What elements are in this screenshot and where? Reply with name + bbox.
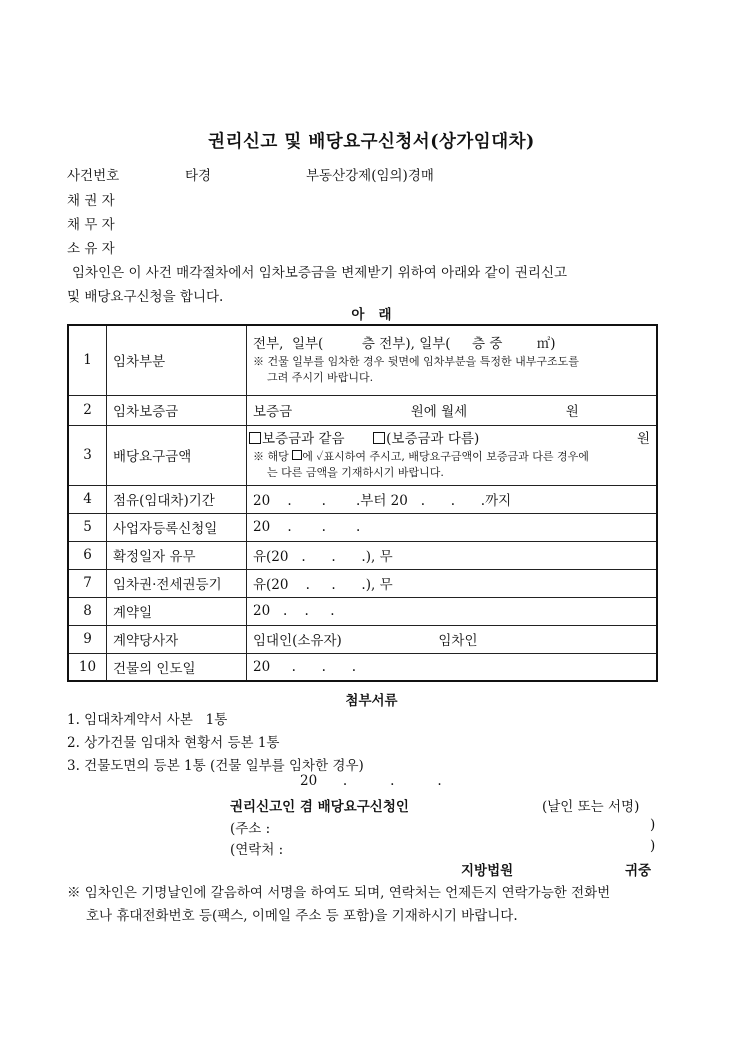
creditor-label: 채 권 자	[67, 193, 115, 209]
row-label: 임차권·전세권등기	[107, 569, 247, 597]
details-table	[67, 324, 658, 682]
row-label: 임차부분	[107, 325, 247, 395]
attachment-item: 2. 상가건물 임대차 현황서 등본 1통	[67, 735, 280, 751]
case-court-prefix: 타경	[185, 168, 212, 184]
fixed-date-value[interactable]: 유(20 . . .), 무	[247, 541, 658, 569]
row-number: 9	[68, 625, 107, 653]
table-row	[68, 625, 657, 653]
row-label: 확정일자 유무	[107, 541, 247, 569]
table-row	[68, 597, 657, 625]
case-number-label: 사건번호	[67, 168, 120, 184]
address-input[interactable]	[300, 817, 640, 835]
intro-line-1: 임차인은 이 사건 매각절차에서 임차보증금을 변제받기 위하여 아래와 같이 권리신고	[72, 265, 568, 281]
debtor-label: 채 무 자	[67, 217, 115, 233]
court-suffix: 귀중	[625, 863, 652, 879]
row-label: 배당요구금액	[107, 425, 247, 485]
contact-label: (연락처 :	[230, 842, 284, 858]
seal-or-signature: (날인 또는 서명)	[542, 799, 640, 815]
contact-input[interactable]	[300, 838, 640, 856]
table-row	[68, 513, 657, 541]
attachment-item: 1. 임대차계약서 사본 1통	[67, 712, 228, 728]
court-name: 지방법원	[461, 863, 514, 879]
address-label: (주소 :	[230, 821, 271, 837]
owner-label: 소 유 자	[67, 241, 115, 257]
row-number: 10	[68, 653, 107, 681]
attachment-item: 3. 건물도면의 등본 1통 (건물 일부를 임차한 경우)	[67, 758, 364, 774]
below-heading: 아 래	[351, 307, 392, 323]
table-row	[68, 569, 657, 597]
monthly-rent-label: 원에 월세	[410, 404, 468, 420]
row-number: 2	[68, 395, 107, 425]
handover-date-value[interactable]: 20 . . .	[247, 653, 658, 681]
row-number: 5	[68, 513, 107, 541]
row-label: 점유(임대차)기간	[107, 485, 247, 513]
table-row	[68, 541, 657, 569]
table-row	[68, 325, 657, 395]
row-number: 6	[68, 541, 107, 569]
leased-portion-value[interactable]: 전부, 일부( 층 전부), 일부( 층 중 ㎡)	[253, 335, 556, 352]
occupancy-period-value[interactable]: 20 . . .부터 20 . . .까지	[247, 485, 658, 513]
contact-close-paren: )	[650, 838, 656, 854]
different-amount-checkbox[interactable]	[373, 432, 385, 444]
checkbox-icon	[292, 450, 302, 460]
row-label: 건물의 인도일	[107, 653, 247, 681]
different-amount-label: (보증금과 다름)	[386, 430, 480, 447]
document-title: 권리신고 및 배당요구신청서(상가임대차)	[208, 132, 535, 152]
intro-line-2: 및 배당요구신청을 합니다.	[67, 289, 224, 305]
row-value	[247, 325, 658, 395]
footnote-line-2: 호나 휴대전화번호 등(팩스, 이메일 주소 등 포함)을 기재하시기 바랍니다.	[86, 908, 518, 924]
row-label: 임차보증금	[107, 395, 247, 425]
same-as-deposit-label: 보증금과 같음	[262, 430, 345, 447]
row-number: 3	[68, 425, 107, 485]
address-close-paren: )	[650, 817, 656, 833]
business-registration-date-value[interactable]: 20 . . .	[247, 513, 658, 541]
row-number: 8	[68, 597, 107, 625]
row-number: 4	[68, 485, 107, 513]
row-label: 계약당사자	[107, 625, 247, 653]
row-label: 사업자등록신청일	[107, 513, 247, 541]
table-row	[68, 395, 657, 425]
table-row	[68, 485, 657, 513]
case-type: 부동산강제(임의)경매	[306, 168, 434, 184]
won-label: 원	[636, 430, 650, 447]
row-value	[247, 625, 658, 653]
deposit-label: 보증금	[253, 404, 293, 420]
contract-date-value[interactable]: 20 . . .	[247, 597, 658, 625]
footnote-line-1: ※ 임차인은 기명날인에 갈음하여 서명을 하여도 되며, 연락처는 언제든지 연락가능한 전화번	[67, 885, 611, 901]
tenant-label: 임차인	[438, 633, 478, 649]
row-label: 계약일	[107, 597, 247, 625]
row-number: 1	[68, 325, 107, 395]
row-value	[247, 395, 658, 425]
same-as-deposit-checkbox[interactable]	[249, 432, 261, 444]
leased-portion-note: ※ 건물 일부를 임차한 경우 뒷면에 임차부분을 특정한 내부구조도를 그려 주시기 바랍니다.	[253, 354, 579, 384]
row-number: 7	[68, 569, 107, 597]
lease-registration-value[interactable]: 유(20 . . .), 무	[247, 569, 658, 597]
table-row	[68, 653, 657, 681]
claim-amount-note: ※ 해당 에 ✓표시하여 주시고, 배당요구금액이 보증금과 다른 경우에 는 다른 금액을 기재하시기 바랍니다.	[253, 449, 589, 479]
attachments-heading: 첨부서류	[345, 693, 398, 709]
applicant-label: 권리신고인 겸 배당요구신청인	[230, 799, 409, 815]
table-row	[68, 425, 657, 485]
won-label: 원	[565, 404, 579, 420]
date-line[interactable]: 20 . . .	[300, 773, 442, 789]
landlord-label: 임대인(소유자)	[253, 633, 342, 649]
row-value	[247, 425, 658, 485]
